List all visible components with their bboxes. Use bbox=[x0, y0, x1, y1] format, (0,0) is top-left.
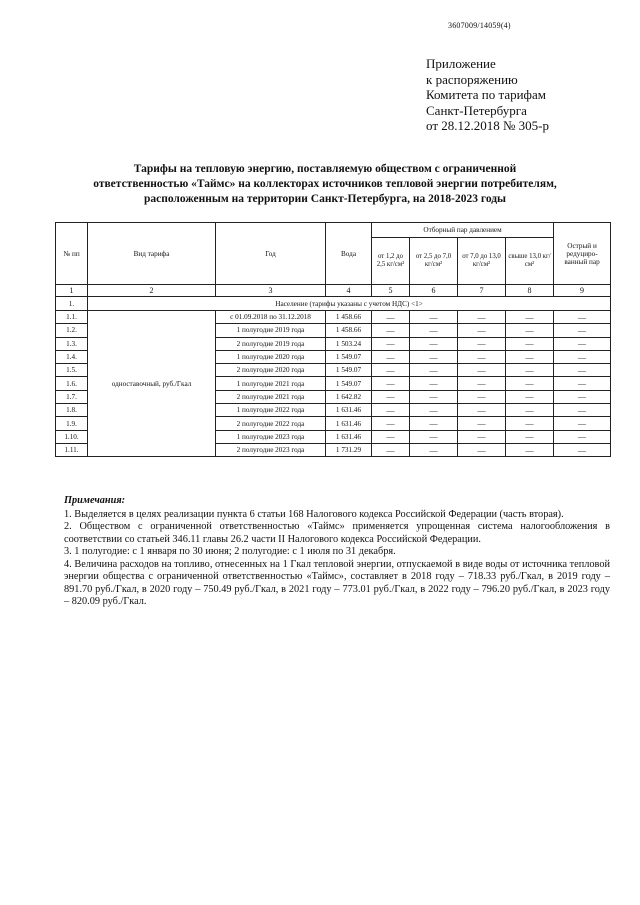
row-dash: — bbox=[554, 417, 611, 430]
header-water: Вода bbox=[326, 223, 372, 285]
row-dash: — bbox=[458, 430, 506, 443]
appendix-line: Комитета по тарифам bbox=[426, 87, 546, 102]
row-dash: — bbox=[372, 377, 410, 390]
document-number: 3607009/14059(4) bbox=[448, 21, 511, 30]
row-dash: — bbox=[372, 430, 410, 443]
row-num: 1.2. bbox=[56, 324, 88, 337]
row-dash: — bbox=[372, 364, 410, 377]
population-num: 1. bbox=[56, 297, 88, 311]
col-number: 6 bbox=[410, 285, 458, 297]
col-number: 9 bbox=[554, 285, 611, 297]
row-num: 1.4. bbox=[56, 350, 88, 363]
tariff-type-cell: одноставочный, руб./Гкал bbox=[88, 311, 216, 457]
row-dash: — bbox=[458, 364, 506, 377]
row-dash: — bbox=[410, 337, 458, 350]
row-water-value: 1 642.82 bbox=[326, 390, 372, 403]
row-water-value: 1 503.24 bbox=[326, 337, 372, 350]
row-dash: — bbox=[506, 390, 554, 403]
notes-title: Примечания: bbox=[64, 495, 126, 506]
row-year: 1 полугодие 2022 года bbox=[216, 404, 326, 417]
header-acute-steam: Острый и редуциро-ванный пар bbox=[554, 223, 611, 285]
row-dash: — bbox=[506, 377, 554, 390]
note-item: 4. Величина расходов на топливо, отнесенных на 1 Гкал тепловой энергии, отпускаемой в виде воды от источника тепловой энергии общества с ограниченной ответственностью «Таймс», составляет в 2018 году – 718.33 руб./Гкал, в 2019 году – 891.70 руб./Гкал, в 2020 году – 750.49 руб./Гкал, в 2021 году – 773.01 руб./Гкал, в 2022 году – 796.20 руб./Гкал, в 2023 году – 820.09 руб./Гкал. bbox=[64, 558, 610, 607]
row-water-value: 1 458.66 bbox=[326, 324, 372, 337]
row-year: 2 полугодие 2019 года bbox=[216, 337, 326, 350]
row-year: 2 полугодие 2022 года bbox=[216, 417, 326, 430]
row-dash: — bbox=[410, 364, 458, 377]
row-year: 2 полугодие 2023 года bbox=[216, 443, 326, 456]
row-dash: — bbox=[410, 311, 458, 324]
row-year: 2 полугодие 2020 года bbox=[216, 364, 326, 377]
row-water-value: 1 458.66 bbox=[326, 311, 372, 324]
note-item: 3. 1 полугодие: с 1 января по 30 июня; 2 полугодие: с 1 июля по 31 декабря. bbox=[64, 546, 396, 557]
population-label: Население (тарифы указаны с учетом НДС) <1> bbox=[88, 297, 611, 311]
row-dash: — bbox=[372, 417, 410, 430]
notes-block bbox=[64, 495, 610, 609]
row-dash: — bbox=[554, 311, 611, 324]
header-steam-2: от 2,5 до 7,0 кг/см² bbox=[410, 238, 458, 285]
header-year: Год bbox=[216, 223, 326, 285]
row-dash: — bbox=[554, 337, 611, 350]
row-water-value: 1 631.46 bbox=[326, 404, 372, 417]
row-dash: — bbox=[410, 377, 458, 390]
row-dash: — bbox=[458, 417, 506, 430]
row-dash: — bbox=[458, 443, 506, 456]
row-dash: — bbox=[410, 350, 458, 363]
row-dash: — bbox=[554, 377, 611, 390]
row-dash: — bbox=[410, 417, 458, 430]
row-num: 1.3. bbox=[56, 337, 88, 350]
row-dash: — bbox=[554, 404, 611, 417]
col-number: 7 bbox=[458, 285, 506, 297]
appendix-line: Санкт-Петербурга bbox=[426, 102, 527, 118]
row-water-value: 1 631.46 bbox=[326, 430, 372, 443]
document-title bbox=[40, 162, 610, 207]
row-dash: — bbox=[372, 443, 410, 456]
row-dash: — bbox=[554, 324, 611, 337]
col-number: 1 bbox=[56, 285, 88, 297]
row-dash: — bbox=[506, 364, 554, 377]
col-number: 3 bbox=[216, 285, 326, 297]
row-dash: — bbox=[554, 430, 611, 443]
row-dash: — bbox=[458, 390, 506, 403]
row-dash: — bbox=[554, 364, 611, 377]
row-dash: — bbox=[410, 324, 458, 337]
column-numbers-row bbox=[56, 285, 611, 297]
row-water-value: 1 731.29 bbox=[326, 443, 372, 456]
row-dash: — bbox=[554, 350, 611, 363]
row-dash: — bbox=[372, 390, 410, 403]
header-steam-3: от 7,0 до 13,0 кг/см² bbox=[458, 238, 506, 285]
header-tariff-type: Вид тарифа bbox=[88, 223, 216, 285]
header-steam-group: Отборный пар давлением bbox=[372, 223, 554, 238]
appendix-line: Приложение bbox=[426, 56, 496, 71]
appendix-block bbox=[426, 56, 549, 134]
row-year: 1 полугодие 2019 года bbox=[216, 324, 326, 337]
row-num: 1.10. bbox=[56, 430, 88, 443]
row-year: 1 полугодие 2020 года bbox=[216, 350, 326, 363]
row-dash: — bbox=[410, 404, 458, 417]
row-dash: — bbox=[506, 430, 554, 443]
row-year: 1 полугодие 2023 года bbox=[216, 430, 326, 443]
row-dash: — bbox=[410, 390, 458, 403]
row-dash: — bbox=[506, 311, 554, 324]
row-num: 1.11. bbox=[56, 443, 88, 456]
row-num: 1.5. bbox=[56, 364, 88, 377]
population-row bbox=[56, 297, 611, 311]
row-water-value: 1 549.07 bbox=[326, 364, 372, 377]
row-dash: — bbox=[410, 443, 458, 456]
row-year: 1 полугодие 2021 года bbox=[216, 377, 326, 390]
row-water-value: 1 549.07 bbox=[326, 350, 372, 363]
row-dash: — bbox=[372, 324, 410, 337]
row-dash: — bbox=[554, 443, 611, 456]
col-number: 5 bbox=[372, 285, 410, 297]
header-num: № пп bbox=[56, 223, 88, 285]
header-steam-4: свыше 13,0 кг/см² bbox=[506, 238, 554, 285]
appendix-line: к распоряжению bbox=[426, 71, 518, 87]
row-num: 1.6. bbox=[56, 377, 88, 390]
tariffs-table bbox=[55, 222, 611, 457]
appendix-line: от 28.12.2018 № 305-р bbox=[426, 118, 549, 133]
row-dash: — bbox=[458, 377, 506, 390]
row-dash: — bbox=[410, 430, 458, 443]
row-year: с 01.09.2018 по 31.12.2018 bbox=[216, 311, 326, 324]
row-dash: — bbox=[372, 311, 410, 324]
col-number: 8 bbox=[506, 285, 554, 297]
row-dash: — bbox=[458, 337, 506, 350]
row-dash: — bbox=[458, 324, 506, 337]
row-num: 1.1. bbox=[56, 311, 88, 324]
title-line: ответственностью «Таймс» на коллекторах источников тепловой энергии потребителям, bbox=[93, 178, 557, 190]
title-line: Тарифы на тепловую энергию, поставляемую обществом с ограниченной bbox=[133, 163, 517, 175]
row-dash: — bbox=[506, 443, 554, 456]
row-num: 1.7. bbox=[56, 390, 88, 403]
row-dash: — bbox=[506, 324, 554, 337]
title-line: расположенным на территории Санкт-Петербурга, на 2018-2023 годы bbox=[143, 193, 507, 205]
col-number: 2 bbox=[88, 285, 216, 297]
row-dash: — bbox=[458, 404, 506, 417]
note-item: 2. Обществом с ограниченной ответственностью «Таймс» применяется упрощенная система налогообложения в соответствии со статьей 346.11 главы 26.2 части II Налогового кодекса Российской Федерации. bbox=[64, 521, 610, 545]
row-dash: — bbox=[458, 350, 506, 363]
row-num: 1.8. bbox=[56, 404, 88, 417]
note-item: 1. Выделяется в целях реализации пункта 6 статьи 168 Налогового кодекса Российской Федерации (часть вторая). bbox=[64, 508, 564, 520]
row-dash: — bbox=[554, 390, 611, 403]
row-dash: — bbox=[506, 337, 554, 350]
row-dash: — bbox=[506, 417, 554, 430]
row-dash: — bbox=[506, 404, 554, 417]
row-dash: — bbox=[372, 337, 410, 350]
row-dash: — bbox=[372, 350, 410, 363]
row-dash: — bbox=[506, 350, 554, 363]
row-year: 2 полугодие 2021 года bbox=[216, 390, 326, 403]
row-water-value: 1 631.46 bbox=[326, 417, 372, 430]
row-dash: — bbox=[458, 311, 506, 324]
col-number: 4 bbox=[326, 285, 372, 297]
header-steam-1: от 1,2 до 2,5 кг/см² bbox=[372, 238, 410, 285]
row-num: 1.9. bbox=[56, 417, 88, 430]
row-water-value: 1 549.07 bbox=[326, 377, 372, 390]
row-dash: — bbox=[372, 404, 410, 417]
table-row bbox=[56, 311, 611, 324]
